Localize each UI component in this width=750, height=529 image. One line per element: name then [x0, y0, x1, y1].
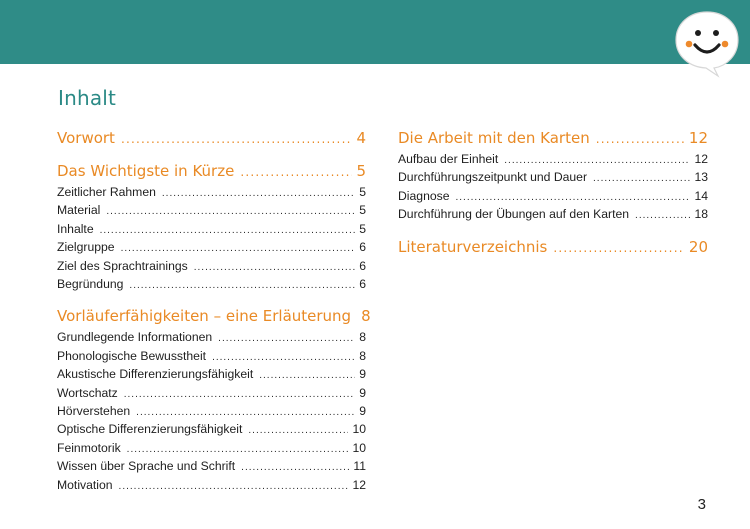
entry-title: Begründung [57, 277, 124, 292]
entry-title: Wortschatz [57, 385, 118, 400]
entry-title: Wissen über Sprache und Schrift [57, 459, 236, 474]
toc-entry[interactable] [57, 440, 366, 458]
section-title: Vorwort [57, 129, 115, 147]
entry-title: Optische Differenzierungsfähigkeit [57, 422, 243, 437]
dot-leader [106, 204, 355, 220]
dot-leader [194, 260, 355, 276]
dot-leader [124, 387, 355, 403]
section-page: 20 [688, 237, 708, 256]
toc-entry[interactable] [57, 202, 366, 220]
toc-entry[interactable] [398, 169, 708, 187]
entry-title: Zeitlicher Rahmen [57, 185, 156, 199]
entry-page: 6 [359, 258, 366, 273]
toc-section [398, 237, 708, 258]
section-page: 4 [356, 129, 366, 147]
entry-title: Akustische Differenzierungsfähigkeit [57, 367, 254, 382]
entry-page: 5 [359, 185, 366, 199]
toc-entry[interactable] [57, 348, 366, 366]
dot-leader [121, 241, 356, 257]
dot-leader [119, 479, 349, 495]
entry-title: Phonologische Bewusstheit [57, 348, 207, 363]
section-title: Das Wichtigste in Kürze [57, 162, 235, 180]
smiley-speech-bubble-icon [672, 8, 742, 78]
entry-page: 11 [353, 459, 366, 474]
toc-entry[interactable] [398, 188, 708, 206]
section-page: 5 [356, 162, 366, 180]
toc-left-column [57, 128, 371, 507]
toc-section [57, 128, 366, 149]
toc-entry[interactable] [398, 206, 708, 224]
entry-page: 12 [352, 477, 366, 492]
toc-entry[interactable] [57, 403, 366, 421]
toc-section [57, 161, 366, 294]
dot-leader [162, 186, 355, 202]
toc-entry[interactable] [57, 477, 366, 495]
page-number: 3 [697, 496, 706, 513]
toc-section [57, 306, 371, 495]
dot-leader [635, 208, 690, 224]
dot-leader [596, 129, 685, 149]
entry-page: 8 [359, 330, 366, 345]
entry-title: Feinmotorik [57, 440, 121, 455]
dot-leader [504, 153, 690, 169]
section-page: 12 [688, 129, 708, 147]
entry-page: 12 [694, 152, 708, 166]
dot-leader [218, 331, 355, 347]
entry-title: Diagnose [398, 188, 450, 203]
section-title: Die Arbeit mit den Karten [398, 129, 590, 147]
entry-title: Zielgruppe [57, 240, 115, 255]
dot-leader [240, 162, 352, 182]
dot-leader [553, 238, 685, 258]
entry-page: 18 [694, 207, 708, 222]
entry-page: 10 [352, 440, 366, 455]
entry-page: 6 [359, 277, 366, 292]
toc-entry[interactable] [57, 276, 366, 294]
toc-entry[interactable] [57, 184, 366, 202]
dot-leader [259, 368, 355, 384]
entry-page: 10 [352, 422, 366, 437]
toc-entry[interactable] [57, 329, 366, 347]
dot-leader [100, 223, 356, 239]
dot-leader [212, 350, 355, 366]
toc-entry[interactable] [57, 239, 366, 257]
toc-entry[interactable] [57, 385, 366, 403]
entry-title: Durchführung der Übungen auf den Karten [398, 207, 630, 222]
dot-leader [456, 190, 691, 206]
toc-section-heading[interactable] [57, 306, 371, 327]
entry-page: 6 [359, 240, 366, 255]
section-title: Literaturverzeichnis [398, 237, 548, 256]
toc-entry[interactable] [57, 421, 366, 439]
toc-entry[interactable] [57, 366, 366, 384]
section-page: 8 [361, 307, 371, 326]
toc-section-heading[interactable] [398, 128, 708, 149]
toc-right-column [398, 128, 708, 270]
toc-entry[interactable] [57, 458, 366, 476]
entry-page: 5 [359, 221, 366, 236]
entry-title: Hörverstehen [57, 404, 131, 419]
section-title: Vorläuferfähigkeiten – eine Erläuterung [57, 307, 352, 326]
toc-section-heading[interactable] [57, 128, 366, 149]
entry-title: Motivation [57, 477, 113, 492]
entry-page: 9 [359, 367, 366, 382]
entry-title: Grundlegende Informationen [57, 330, 213, 345]
entry-title: Durchführungszeitpunkt und Dauer [398, 170, 588, 185]
toc-section-heading[interactable] [398, 237, 708, 258]
dot-leader [121, 129, 353, 149]
dot-leader [136, 405, 355, 421]
dot-leader [241, 460, 349, 476]
header-band [0, 0, 750, 64]
toc-entry[interactable] [57, 258, 366, 276]
entry-page: 5 [359, 203, 366, 218]
toc-entry[interactable] [398, 151, 708, 169]
dot-leader [129, 278, 355, 294]
entry-page: 14 [694, 188, 708, 203]
entry-page: 9 [359, 385, 366, 400]
dot-leader [127, 442, 349, 458]
toc-section [398, 128, 708, 225]
page-title: Inhalt [58, 86, 117, 110]
entry-page: 8 [359, 348, 366, 363]
entry-title: Inhalte [57, 221, 94, 236]
dot-leader [248, 423, 348, 439]
toc-entry[interactable] [57, 221, 366, 239]
entry-page: 13 [694, 170, 708, 185]
entry-title: Material [57, 203, 101, 218]
toc-section-heading[interactable] [57, 161, 366, 182]
entry-page: 9 [359, 404, 366, 419]
dot-leader [593, 171, 690, 187]
entry-title: Ziel des Sprachtrainings [57, 258, 188, 273]
entry-title: Aufbau der Einheit [398, 152, 499, 166]
